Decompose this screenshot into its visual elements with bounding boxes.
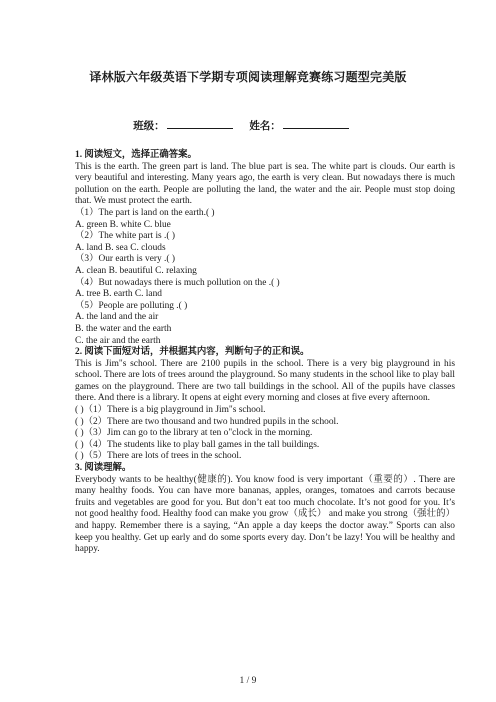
- s1-options-4: A. tree B. earth C. land: [75, 289, 162, 300]
- class-blank: [167, 118, 233, 129]
- s2-statement-3: ( )（3）Jim can go to the library at ten o"clock in the morning.: [75, 428, 313, 439]
- document-body: [75, 150, 455, 556]
- document-title: 译林版六年级英语下学期专项阅读理解竞赛练习题型完美版: [89, 70, 407, 84]
- section-2-heading: 2. 阅读下面短对话，并根据其内容，判断句子的正和误。: [75, 347, 310, 358]
- s1-question-3: （3）Our earth is very .( ): [75, 254, 175, 265]
- name-blank: [283, 118, 349, 129]
- s1-options-1: A. green B. white C. blue: [75, 219, 171, 230]
- name-label: 姓名：: [249, 121, 281, 132]
- section-1-passage: This is the earth. The green part is land. The blue part is sea. The white part is clouds. Our earth is very beautiful and interesting. Many years ago, the earth is very clean. But nowadays there is much pollution on the earth. People are polluting the land, the water and the air. People must stop doing that. We must protect the earth.: [75, 161, 455, 207]
- s2-statement-1: ( )（1）There is a big playground in Jim"s school.: [75, 405, 266, 416]
- s2-statement-2: ( )（2）There are two thousand and two hundred pupils in the school.: [75, 416, 339, 427]
- s1-question-4: （4）But nowadays there is much pollution on the .( ): [75, 277, 280, 288]
- section-2-passage: This is Jim"s school. There are 2100 pupils in the school. There is a very big playground in his school. There are lots of trees around the playground. So many students in the school like to play ball games on the playground. There are two tall buildings in the school. All of the pupils have classes there. And there is a library. It opens at eight every morning and closes at five every afternoon.: [75, 358, 455, 404]
- s1-option-5c: C. the air and the earth: [75, 335, 161, 346]
- s1-option-5b: B. the water and the earth: [75, 323, 172, 334]
- section-1-heading: 1. 阅读短文，选择正确答案。: [75, 150, 197, 160]
- section-3-heading: 3. 阅读理解。: [75, 463, 132, 474]
- student-info-line: [0, 118, 496, 133]
- s1-options-3: A. clean B. beautiful C. relaxing: [75, 265, 197, 276]
- section-3-passage: Everybody wants to be healthy(健康的). You know food is very important（重要的）. There are many healthy foods. You can have more bananas, apples, oranges, tomatoes and carrots because fruits and vegetables are good for you. But don’t eat too much chocolate. It’s not good for you. It’s not good healthy food. Healthy food can make you grow（成长） and make you strong（强壮的） and happy. Remember there is a saying, “An apple a day keeps the doctor away.” Sports can also keep you healthy. Get up early and do some sports every day. Don’t be lazy! You will be healthy and happy.: [75, 474, 455, 555]
- s1-option-5a: A. the land and the air: [75, 312, 159, 323]
- s2-statement-5: ( )（5）There are lots of trees in the school.: [75, 451, 242, 462]
- s1-options-2: A. land B. sea C. clouds: [75, 242, 166, 253]
- s1-question-2: （2）The white part is .( ): [75, 231, 175, 242]
- page-number: 1 / 9: [239, 676, 257, 686]
- s1-question-5: （5）People are polluting .( ): [75, 300, 188, 311]
- s2-statement-4: ( )（4）The students like to play ball games in the tall buildings.: [75, 439, 320, 450]
- class-label: 班级：: [133, 121, 165, 132]
- s1-question-1: （1）The part is land on the earth.( ): [75, 207, 215, 218]
